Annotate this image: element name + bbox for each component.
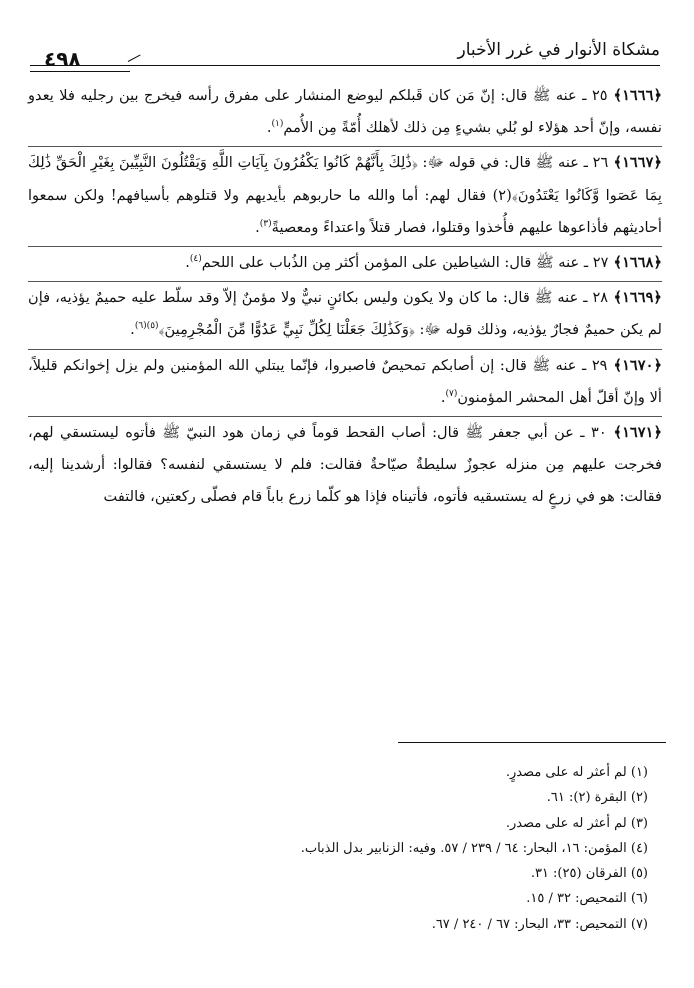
footnote: (١) لم أعثر له على مصدرٍ. [505, 765, 648, 780]
footnote-ref: (٣) [259, 218, 272, 229]
footnote: (٧) التمحيص: ٣٣، البحار: ٦٧ / ٢٤٠ / ٦٧. [431, 916, 648, 932]
running-title: مشكاة الأنوار في غرر الأخبار [457, 40, 660, 60]
hadith-entry: ﴿١٦٦٨﴾ ٢٧ ـ عنه ﷺ قال: الشياطين على المؤمن أكثر مِن الذُباب على اللحم$^{(٤)}$. [28, 246, 662, 281]
hadith-number: ١٦٦٩ [622, 289, 654, 307]
hadith-text: ٢٦ ـ عنه ﷺ قال: في قوله ﷻ: ﴿ذَٰلِكَ بِأَنَّهُمْ كَانُوا يَكْفُرُونَ بِآيَاتِ اللَّهِ وَيَقْتُلُونَ النَّبِيِّينَ بِغَيْرِ الْحَقِّ ذَٰلِكَ بِمَا عَصَوا وَّكَانُوا يَعْتَدُونَ﴾(٢) فقال لهم: أما والله ما حاربوهم بأيديهم ولا قتلوهم بأسيافهم! ولكن سمعوا أحاديثهم فأذاعوها عليهم فأُخذوا وقتلوا، فصار قتلاً واعتداءً ومعصيةً [28, 154, 662, 236]
hadith-entry: ﴿١٦٧٠﴾ ٢٩ ـ عنه ﷺ قال: إن أصابكم تمحيصٌ فاصبروا، فإنّما يبتلي الله المؤمنين ولم يزل إخوانكم قليلاً، ألا وإنّ أقلّ أهل المحشر المؤمنون$^{(٧)}$. [28, 349, 662, 416]
page-body [28, 80, 662, 514]
hadith-text: ٢٨ ـ عنه ﷺ قال: ما كان ولا يكون وليس بكائنٍ نبيٌّ ولا مؤمنٌ إلاّ وقد سلّط عليه حميمٌ يؤذيه، فإن لم يكن حميمٌ فجارٌ يؤذيه، وذلك قوله ﷻ: ﴿وَكَذَٰلِكَ جَعَلْنَا لِكُلِّ نَبِيٍّ عَدُوًّا مِّنَ الْمُجْرِمِينَ﴾ [28, 289, 662, 339]
hadith-entry: ﴿١٦٧١﴾ ٣٠ ـ عن أبي جعفر ﷺ قال: أصاب القحط قوماً في زمان هود النبيّ ﷺ فأتوه ليستسقي لهم، فخرجت عليهم مِن منزله عجوزٌ سليطةٌ صيّاحةٌ فقالت: فلم لا يستسقي لنفسه؟ فقالوا: أرشدينا إليه، فقالت: هو في زرعٍ له يستسقيه فأتوه، فأتيناه فإذا هو كلّما زرع باباً قام فصلّى ركعتين، فالتفت [28, 416, 662, 514]
footnote: (٣) لم أعثر له على مصدر. [505, 815, 648, 831]
footnote: (٥) الفرقان (٢٥): ٣١. [530, 866, 648, 882]
footnote-ref: (٤) [189, 254, 202, 265]
hadith-number: ١٦٦٧ [622, 154, 654, 172]
hadith-number: ١٦٧١ [622, 424, 654, 442]
footnote-separator [398, 742, 666, 743]
hadith-entry: ﴿١٦٦٧﴾ ٢٦ ـ عنه ﷺ قال: في قوله ﷻ: ﴿ذَٰلِكَ بِأَنَّهُمْ كَانُوا يَكْفُرُونَ بِآيَاتِ اللَّهِ وَيَقْتُلُونَ النَّبِيِّينَ بِغَيْرِ الْحَقِّ ذَٰلِكَ بِمَا عَصَوا وَّكَانُوا يَعْتَدُونَ﴾(٢) فقال لهم: أما والله ما حاربوهم بأيديهم ولا قتلوهم بأسيافهم! ولكن سمعوا أحاديثهم فأذاعوها عليهم فأُخذوا وقتلوا، فصار قتلاً واعتداءً ومعصيةً$^{(٣)}$. [28, 146, 662, 246]
page-number: ٤٩٨ [44, 47, 81, 71]
footnotes [40, 760, 648, 937]
hadith-number: ١٦٦٨ [622, 254, 654, 272]
hadith-number: ١٦٦٦ [622, 87, 654, 104]
footnote: (٢) البقرة (٢): ٦١. [546, 790, 648, 806]
page-number-underline [30, 71, 130, 72]
hadith-entry: ﴿١٦٦٩﴾ ٢٨ ـ عنه ﷺ قال: ما كان ولا يكون وليس بكائنٍ نبيٌّ ولا مؤمنٌ إلاّ وقد سلّط عليه حميمٌ يؤذيه، فإن لم يكن حميمٌ فجارٌ يؤذيه، وذلك قوله ﷻ: ﴿وَكَذَٰلِكَ جَعَلْنَا لِكُلِّ نَبِيٍّ عَدُوًّا مِّنَ الْمُجْرِمِينَ﴾$^{(٥)(٦)}$. [28, 281, 662, 348]
hadith-text: ٢٥ ـ عنه ﷺ قال: إنّ مَن كان قَبلكم ليوضع المنشار على مفرق رأسه فيخرج بين رجليه فلا يعدو نفسه، وإنّ أحد هؤلاء لو بُلي بشيءٍ مِن ذلك لأهلك أُمّةً مِن الأُمم [28, 87, 662, 137]
header-rule [30, 65, 660, 66]
footnote: (٤) المؤمن: ١٦، البحار: ٦٤ / ٢٣٩ / ٥٧. وفيه: الزنابير بدل الذباب. [300, 840, 648, 856]
footnote-ref: (٥)(٦) [134, 321, 159, 332]
footnote-ref: (٧) [445, 388, 458, 399]
footnote: (٦) التمحيص: ٣٢ / ١٥. [526, 891, 648, 907]
hadith-text: ٢٧ ـ عنه ﷺ قال: الشياطين على المؤمن أكثر مِن الذُباب على اللحم [201, 254, 609, 272]
hadith-number: ١٦٧٠ [622, 356, 654, 374]
page-header [30, 38, 660, 72]
header-rule-slant [128, 54, 141, 61]
hadith-text: ٢٩ ـ عنه ﷺ قال: إن أصابكم تمحيصٌ فاصبروا، فإنّما يبتلي الله المؤمنين ولم يزل إخوانكم قليلاً، ألا وإنّ أقلّ أهل المحشر المؤمنون [28, 356, 662, 406]
footnote-ref: (١) [271, 119, 284, 130]
hadith-entry: ﴿١٦٦٦﴾ ٢٥ ـ عنه ﷺ قال: إنّ مَن كان قَبلكم ليوضع المنشار على مفرق رأسه فيخرج بين رجليه فلا يعدو نفسه، وإنّ أحد هؤلاء لو بُلي بشيءٍ مِن ذلك لأهلك أُمّةً مِن الأُمم$^{(١)}$. [28, 87, 662, 137]
hadith-text: ٣٠ ـ عن أبي جعفر ﷺ قال: أصاب القحط قوماً في زمان هود النبيّ ﷺ فأتوه ليستسقي لهم، فخرجت عليهم مِن منزله عجوزٌ سليطةٌ صيّاحةٌ فقالت: فلم لا يستسقي لنفسه؟ فقالوا: أرشدينا إليه، فقالت: هو في زرعٍ له يستسقيه فأتوه، فأتيناه فإذا هو كلّما زرع باباً قام فصلّى ركعتين، فالتفت [28, 424, 662, 506]
